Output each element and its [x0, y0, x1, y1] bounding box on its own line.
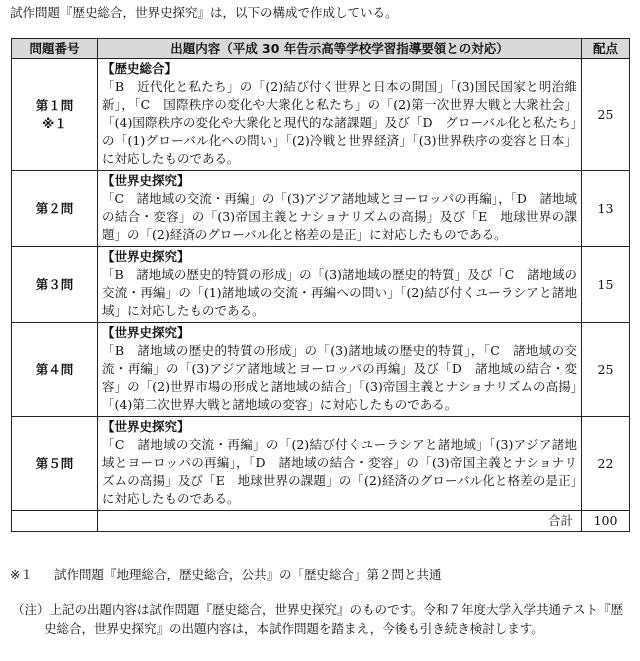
note-paragraph: （注）上記の出題内容は試作問題『歴史総合，世界史探究』のものです。令和７年度大学入学共通テスト『歴史総合，世界史探究』の出題内容は，本試作問題を踏まえ，今後も引き続き検討します。: [12, 602, 624, 636]
question-content-cell: [98, 247, 582, 323]
points-cell: 13: [582, 171, 630, 247]
footnote: [10, 566, 442, 584]
header-content: 出題内容（平成 30 年告示高等学校学習指導要領との対応）: [98, 39, 582, 59]
subject-label: 【世界史探究】: [102, 173, 190, 188]
question-number-cell: [12, 323, 98, 417]
content-text: 「B 近代化と私たち」の「(2)結び付く世界と日本の開国」「(3)国民国家と明治維新」，「C 国際秩序の変化や大衆化と私たち」の「(2)第一次世界大戦と大衆社会」「(4)国際秩序の変化や大衆化と現代的な諸課題」及び「D グローバル化と私たち」の「(1)グローバル化への問い」「(2)冷戦と世界経済」「(3)世界秩序の変容と日本」に対応したものである。: [102, 79, 577, 166]
points-cell: 22: [582, 417, 630, 511]
header-number: 問題番号: [12, 39, 98, 59]
question-number: 第４問: [35, 361, 74, 377]
content-text: 「B 諸地域の歴史的特質の形成」の「(3)諸地域の歴史的特質」及び「C 諸地域の交流・再編」の「(1)諸地域の交流・再編への問い」「(2)結び付くユーラシアと諸地域」に対応したものである。: [102, 267, 577, 318]
intro-text: 試作問題『歴史総合，世界史探究』は，以下の構成で作成している。: [10, 5, 398, 20]
content-text: 「B 諸地域の歴史的特質の形成」の「(3)諸地域の歴史的特質」，「C 諸地域の交流・再編」の「(3)アジア諸地域とヨーロッパの再編」及び「D 諸地域の結合・変容」の「(2)世界市場の形成と諸地域の結合」「(3)帝国主義とナショナリズムの高揚」「(4)第二次世界大戦と諸地域の変容」に対応したものである。: [102, 343, 577, 412]
question-number: 第１問: [35, 97, 74, 113]
table-row: [12, 323, 630, 417]
total-empty-cell: [12, 511, 98, 532]
footnote-text: 試作問題『地理総合，歴史総合，公共』の「歴史総合」第２問と共通: [54, 567, 442, 582]
points-cell: 15: [582, 247, 630, 323]
question-number: 第３問: [35, 276, 74, 292]
table-row: [12, 59, 630, 171]
question-number-cell: [12, 247, 98, 323]
subject-label: 【世界史探究】: [102, 419, 190, 434]
question-content-cell: [98, 323, 582, 417]
question-number: 第５問: [35, 455, 74, 471]
table-row: [12, 171, 630, 247]
question-content-cell: [98, 59, 582, 171]
content-text: 「C 諸地域の交流・再編」の「(3)アジア諸地域とヨーロッパの再編」，「D 諸地域の結合・変容」の「(3)帝国主義とナショナリズムの高揚」及び「E 地球世界の課題」の「(2)経済のグローバル化と格差の是正」に対応したものである。: [102, 191, 577, 242]
question-note-mark: ※１: [42, 115, 67, 131]
total-points: 100: [582, 511, 630, 532]
points-cell: 25: [582, 59, 630, 171]
table-row: [12, 247, 630, 323]
question-content-cell: [98, 417, 582, 511]
question-number-cell: [12, 171, 98, 247]
total-label: 合計: [98, 511, 582, 532]
question-number-cell: [12, 59, 98, 171]
question-number-cell: [12, 417, 98, 511]
content-text: 「C 諸地域の交流・再編」の「(2)結び付くユーラシアと諸地域」「(3)アジア諸地域とヨーロッパの再編」，「D 諸地域の結合・変容」の「(3)帝国主義とナショナリズムの高揚」及び「E 地球世界の課題」の「(2)経済のグローバル化と格差の是正」に対応したものである。: [102, 437, 577, 506]
question-number: 第２問: [35, 200, 74, 216]
subject-label: 【世界史探究】: [102, 325, 190, 340]
points-cell: 25: [582, 323, 630, 417]
header-points: 配点: [582, 39, 630, 59]
structure-table: [11, 38, 630, 532]
subject-label: 【世界史探究】: [102, 249, 190, 264]
table-row: [12, 417, 630, 511]
table-header-row: [12, 39, 630, 59]
subject-label: 【歴史総合】: [102, 61, 178, 76]
total-row: [12, 511, 630, 532]
footnote-mark: ※１: [10, 567, 33, 582]
question-content-cell: [98, 171, 582, 247]
